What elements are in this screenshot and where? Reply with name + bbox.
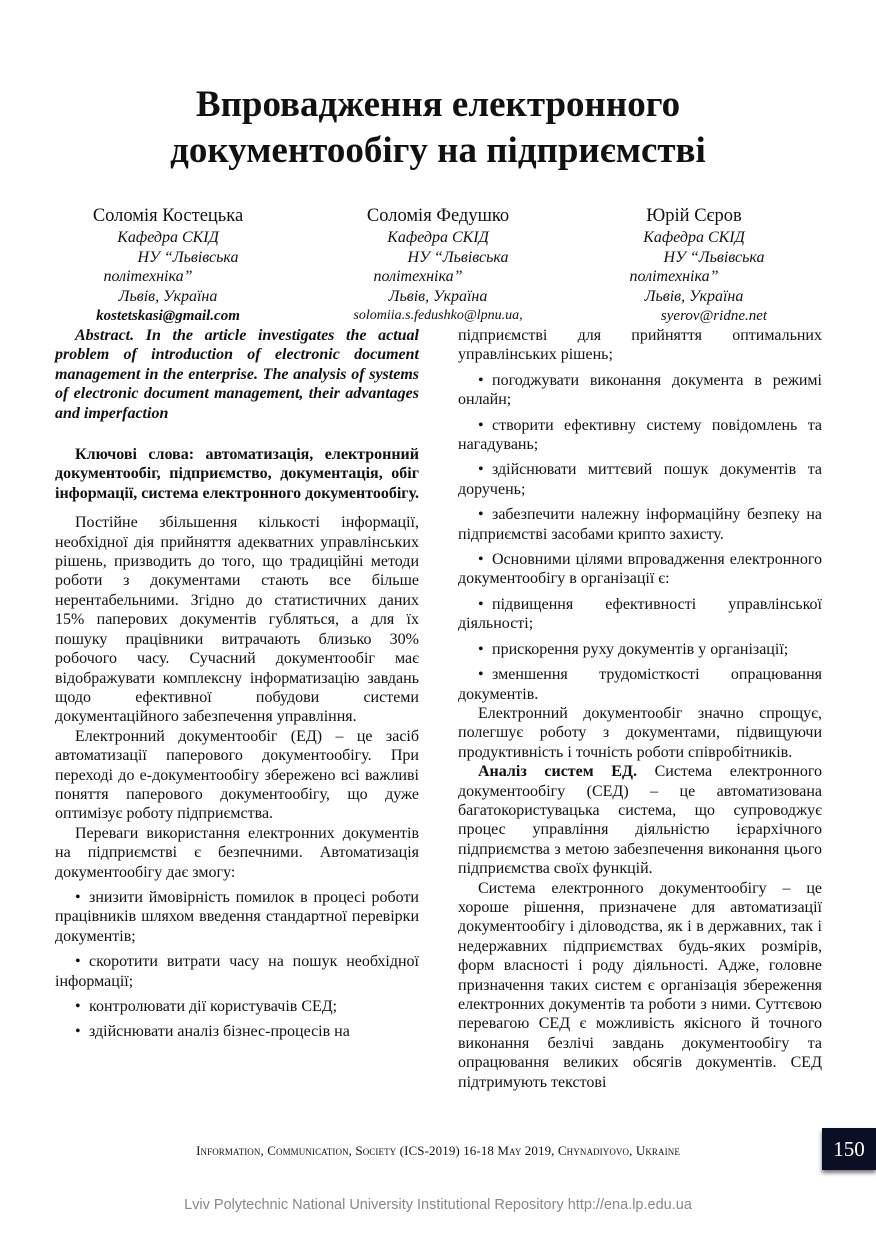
list-item: • прискорення руху документів у організації;: [458, 640, 822, 659]
body-paragraph: Переваги використання електронних документів на підприємстві є безпечними. Автоматизація документообігу дає змогу:: [55, 824, 419, 881]
body-paragraph: Система електронного документообігу – це хороше рішення, призначене для автоматизації документообігу і діловодства, як і в державних, так і недержавних підприємствах будь-яких розмірів, форм власності і роду діяльності. Адже, головне призначення таких систем є організація збереження електронних документів та роботи з ними. Суттєвою перевагою СЕД є можливість якісного й точного виконання безлічі завдань документообігу та опрацювання великих обсягів документів. СЕД підтримують текстові: [458, 879, 822, 1091]
section-heading: Аналіз систем ЕД.: [478, 763, 637, 781]
author-email: solomiia.s.fedushko@lpnu.ua,: [353, 308, 523, 323]
body-paragraph: [458, 762, 822, 878]
list-item: • здійснювати миттєвий пошук документів та доручень;: [458, 460, 822, 499]
body-paragraph: Постійне збільшення кількості інформації, необхідної дія прийняття адекватних управлінських рішень, призводить до того, що традиційні методи роботи з документами стають все більше нерентабельними. Згідно до статистичних даних 15% паперових документів губляться, а для їх пошуку працівники витрачають близько 30% робочого часу. Сучасний документообіг має відображувати комплексну інформатизацію завдань щодо ефективної побудови системи документаційного забезпечення управління.: [55, 514, 419, 726]
left-column: [55, 326, 419, 1042]
author-dept: Кафедра СКІД: [643, 229, 745, 246]
author-city: Львів, Україна: [388, 287, 488, 305]
list-item: • підвищення ефективності управлінської діяльності;: [458, 595, 822, 634]
author-name: Соломія Федушко: [366, 206, 510, 226]
author-dept: Кафедра СКІД: [387, 229, 489, 246]
author-block-2: [308, 204, 568, 326]
author-uni-2: політехніка”: [373, 268, 463, 285]
author-email: syerov@ridne.net: [660, 308, 768, 324]
author-dept: Кафедра СКІД: [117, 229, 219, 246]
list-item: • контролювати дії користувачів СЕД;: [55, 997, 419, 1016]
conference-footer: Information, Communication, Society (ICS-2019) 16-18 May 2019, Chynadiyovo, Ukraine: [196, 1143, 680, 1158]
keywords: Ключові слова: автоматизація, електронний документообіг, підприємство, документація, обіг інформації, система електронного документообігу.: [55, 446, 419, 502]
body-paragraph: Електронний документообіг значно спрощує, полегшує роботу з документами, підвищуючи продуктивність і точність роботи співробітників.: [458, 704, 822, 761]
author-name: Юрій Сєров: [646, 206, 742, 226]
list-item: • здійснювати аналіз бізнес-процесів на: [55, 1022, 419, 1041]
title-line-1: Впровадження електронного: [195, 84, 681, 125]
author-uni: НУ “Львівська: [663, 248, 765, 266]
repository-line: Lviv Polytechnic National University Institutional Repository http://ena.lp.edu.ua: [184, 1197, 692, 1213]
author-uni: НУ “Львівська: [407, 248, 509, 266]
author-uni-2: політехніка”: [629, 268, 719, 285]
author-city: Львів, Україна: [644, 287, 744, 305]
paper-title: [0, 82, 876, 174]
right-column: [458, 326, 822, 1092]
list-item: • Основними цілями впровадження електронного документообігу в організації є:: [458, 550, 822, 589]
list-item: • зменшення трудомісткості опрацювання документів.: [458, 665, 822, 704]
title-line-2: документообігу на підприємстві: [170, 130, 706, 171]
author-uni: НУ “Львівська: [137, 248, 239, 266]
list-item: • скоротити витрати часу на пошук необхідної інформації;: [55, 952, 419, 991]
abstract: Abstract. In the article investigates the actual problem of introduction of electronic document management in the enterprise. The analysis of systems of electronic document management, their advantages and imperfaction: [55, 327, 419, 422]
body-paragraph: Електронний документообіг (ЕД) – це засіб автоматизації паперового документообігу. При переході до е-документообігу збережено всі важливі поняття паперового документообігу, що дуже оптимізує роботу підприємства.: [55, 727, 419, 823]
author-city: Львів, Україна: [118, 287, 218, 305]
list-item: • знизити ймовірність помилок в процесі роботи працівників шляхом введення стандартної перевірки документів;: [55, 888, 419, 946]
author-email: kostetskasi@gmail.com: [96, 308, 240, 324]
list-item: • погоджувати виконання документа в режимі онлайн;: [458, 371, 822, 410]
page-number: 150: [822, 1128, 876, 1170]
author-block-1: [38, 204, 298, 326]
body-paragraph: підприємстві для прийняття оптимальних управлінських рішень;: [458, 327, 822, 364]
section-text: Система електронного документообігу (СЕД) – це автоматизована багатокористувацька система, що супроводжує процес управління діяльністю ієрархічного підприємства з метою забезпечення виконання цього підприємства своїх функцій.: [458, 763, 822, 878]
author-name: Соломія Костецька: [92, 206, 244, 226]
list-item: • забезпечити належну інформаційну безпеку на підприємстві засобами крипто захисту.: [458, 505, 822, 544]
author-uni-2: політехніка”: [103, 268, 193, 285]
list-item: • створити ефективну систему повідомлень та нагадувань;: [458, 416, 822, 455]
author-block-3: [564, 204, 824, 326]
